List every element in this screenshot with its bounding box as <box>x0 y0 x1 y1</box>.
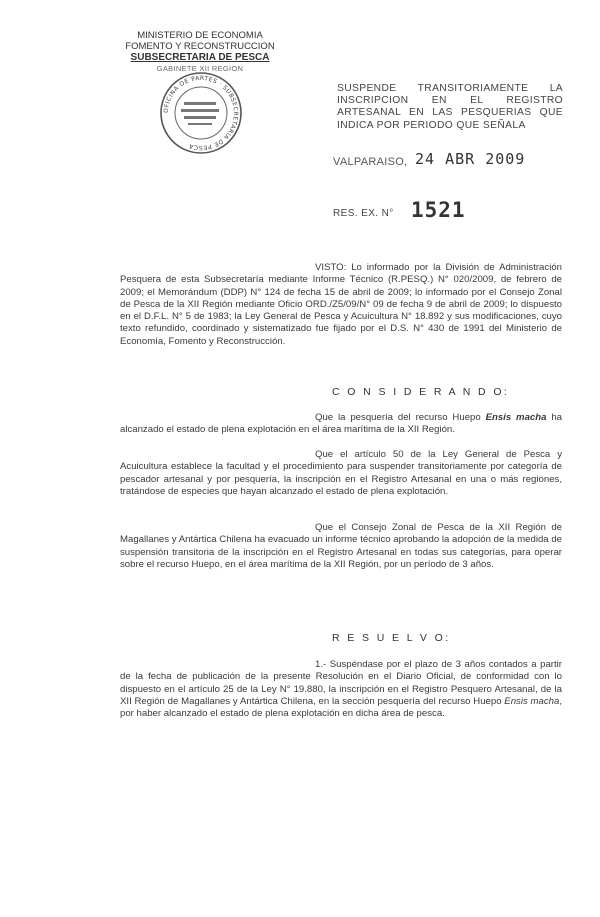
visto-paragraph <box>120 262 562 348</box>
svg-text:OFICINA DE PARTES · SUBSECRETA <box>163 75 239 151</box>
resolution-date: 24 ABR 2009 <box>415 150 526 168</box>
considerando-paragraph-3 <box>120 522 562 571</box>
considerando-p2-text: Que el artículo 50 de la Ley General de Pesca y Acuicultura establece la facultad y el procedimiento para suspender transitoriamente por categoría de pescador artesanal y por pesquería, la inscripción en el Registro Artesanal en una o más regiones, tratándose de especies que hayan alcanzado el estado de plena explotación. <box>120 449 562 497</box>
resolution-number-label: RES. EX. N° <box>333 208 394 219</box>
place-label: VALPARAISO, <box>333 156 408 168</box>
considerando-paragraph-1 <box>120 412 562 437</box>
considerando-p1-text-end: ha alcanzado el estado de plena explotación en el área marítima de la XII Región. <box>120 412 562 436</box>
visto-text: Lo informado por la División de Administración Pesquera de esta Subsecretaría mediante Informe Técnico (R.PESQ.) N° 020/2009, de febrero de 2009; el Memorándum (DDP) N° 124 de fecha 15 de abril de 2009; lo informado por el Consejo Zonal de Pesca de la XII Región mediante Oficio ORD./Z5/09/N° 09 de fecha 9 de abril de 2009; lo dispuesto en el D.F.L. N° 5 de 1983; la Ley General de Pesca y Acuicultura N° 18.892 y sus modificaciones, cuyo texto refundido, coordinado y sistematizado fue fijado por el D.S. N° 430 de 1991 del Ministerio de Economía, Fomento y Reconstrucción. <box>120 262 562 347</box>
resolution-number: 1521 <box>411 198 466 222</box>
resuelvo-p1-text: 1.- Suspéndase por el plazo de 3 años contados a partir de la fecha de publicación de la presente Resolución en el Diario Oficial, de conformidad con lo dispuesto en el artículo 25 de la Ley N° 19.880, la inscripción en el Registro Pesquero Artesanal, de la XII Región de Magallanes y Antártica Chilena, en la sección pesquería del recurso Huepo <box>120 659 562 707</box>
subject-line: INDICA POR PERIODO QUE SEÑALA <box>337 119 526 131</box>
visto-label: VISTO: <box>315 262 347 273</box>
resuelvo-p1-text-end: , por haber alcanzado el estado de plena explotación en dicha área de pesca. <box>120 695 562 720</box>
stamp-ring-text: OFICINA DE PARTES · SUBSECRETARIA DE PESCA <box>162 74 240 152</box>
resolution-subject <box>337 83 563 132</box>
ministry-name-line-2: FOMENTO Y RECONSTRUCCION <box>125 41 275 52</box>
subsecretaria-name: SUBSECRETARIA DE PESCA <box>130 52 270 63</box>
subject-line: ARTESANAL EN LAS PESQUERIAS QUE <box>337 107 563 119</box>
letterhead <box>110 30 290 74</box>
subject-line: INSCRIPCION EN EL REGISTRO <box>337 95 563 107</box>
considerando-p3-text: Que el Consejo Zonal de Pesca de la XII Región de Magallanes y Antártica Chilena ha evacuado un informe técnico aprobando la adopción de la medida de suspensión transitoria de la inscripción en el Registro Artesanal en todas sus categorías, para operar sobre el recurso Huepo, en el área marítima de la XII Región, por un período de 3 años. <box>120 522 562 570</box>
considerando-heading: C O N S I D E R A N D O: <box>332 386 510 398</box>
species-name: Ensis macha <box>504 695 560 707</box>
gabinete-label: GABINETE XII REGION <box>156 64 244 73</box>
species-name: Ensis macha <box>485 412 547 423</box>
resuelvo-paragraph-1 <box>120 659 562 720</box>
ministry-name-line-1: MINISTERIO DE ECONOMIA <box>137 30 263 41</box>
subject-line: SUSPENDE TRANSITORIAMENTE LA <box>337 83 563 94</box>
resuelvo-heading: R E S U E L V O: <box>332 632 451 644</box>
considerando-p1-text: Que la pesquería del recurso Huepo <box>315 412 486 423</box>
office-stamp <box>158 70 244 156</box>
considerando-paragraph-2 <box>120 449 562 498</box>
